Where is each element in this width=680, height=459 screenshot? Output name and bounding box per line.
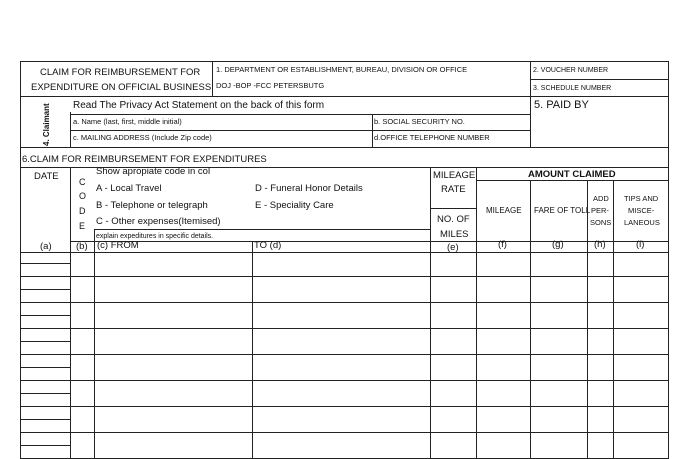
col-add-persons-3: SONS xyxy=(590,218,612,227)
schedule-number-label[interactable]: 3. SCHEDULE NUMBER xyxy=(533,85,612,92)
col-e-label: (e) xyxy=(447,242,459,253)
code-d-funeral-honor: D - Funeral Honor Details xyxy=(255,183,363,194)
mileage-rate-label-2: RATE xyxy=(441,184,466,195)
expenditures-section-title: 6.CLAIM FOR REIMBURSEMENT FOR EXPENDITURES xyxy=(22,154,267,165)
col-add-persons-2: PER- xyxy=(591,206,609,215)
claimant-section-label: 4. Claimant xyxy=(42,103,51,146)
code-c-other-expenses: C - Other expenses(Itemised) xyxy=(96,216,221,227)
privacy-act-notice: Read The Privacy Act Statement on the back of this form xyxy=(73,100,325,111)
claimant-name-field[interactable]: a. Name (last, first, middle initial) xyxy=(73,117,182,126)
code-letter-o: O xyxy=(79,191,87,201)
col-to-label: TO (d) xyxy=(254,240,282,251)
col-f-label: (f) xyxy=(498,239,507,250)
mileage-rate-label-1: MILEAGE xyxy=(433,170,476,181)
voucher-number-label[interactable]: 2. VOUCHER NUMBER xyxy=(533,67,609,74)
col-fare-header: FARE OF TOLL xyxy=(534,206,591,215)
col-tips-1: TIPS AND xyxy=(624,194,659,203)
code-letter-d: D xyxy=(79,206,86,216)
col-tips-2: MISCE- xyxy=(628,206,655,215)
code-a-local-travel: A - Local Travel xyxy=(96,183,162,194)
code-letter-c: C xyxy=(79,177,86,187)
col-h-label: (h) xyxy=(594,239,606,250)
code-b-telephone: B - Telephone or telegraph xyxy=(96,200,208,211)
col-b-label: (b) xyxy=(76,241,88,252)
code-instruction: Show apropiate code in col xyxy=(96,166,211,177)
col-a-label: (a) xyxy=(40,241,52,252)
date-column-header: DATE xyxy=(34,171,59,182)
code-e-speciality-care: E - Speciality Care xyxy=(255,200,334,211)
form-title-line1: CLAIM FOR REIMBURSEMENT FOR xyxy=(40,67,201,78)
no-of-miles-label-1: NO. OF xyxy=(437,214,470,225)
col-add-persons-1: ADD xyxy=(593,194,609,203)
dept-label: 1. DEPARTMENT OR ESTABLISHMENT, BUREAU, DIVISION OR OFFICE xyxy=(216,65,468,74)
no-of-miles-label-2: MILES xyxy=(440,229,469,240)
amount-claimed-header: AMOUNT CLAIMED xyxy=(528,169,616,180)
col-i-label: (i) xyxy=(636,239,645,250)
mailing-address-field[interactable]: c. MAILING ADDRESS (Include Zip code) xyxy=(73,133,212,142)
paid-by-label[interactable]: 5. PAID BY xyxy=(534,99,589,111)
col-mileage-header: MILEAGE xyxy=(486,206,522,215)
col-g-label: (g) xyxy=(552,239,564,250)
form-title-line2: EXPENDITURE ON OFFICIAL BUSINESS xyxy=(31,82,212,93)
dept-value[interactable]: DOJ -BOP -FCC PETERSBUTG xyxy=(216,81,325,90)
explain-note: explain expeditures in specific details. xyxy=(96,233,214,240)
code-letter-e: E xyxy=(79,221,86,231)
ssn-field[interactable]: b. SOCIAL SECURITY NO. xyxy=(374,117,465,126)
office-phone-field[interactable]: d.OFFICE TELEPHONE NUMBER xyxy=(374,133,490,142)
col-from-label: (c) FROM xyxy=(97,240,139,251)
col-tips-3: LANEOUS xyxy=(624,218,660,227)
